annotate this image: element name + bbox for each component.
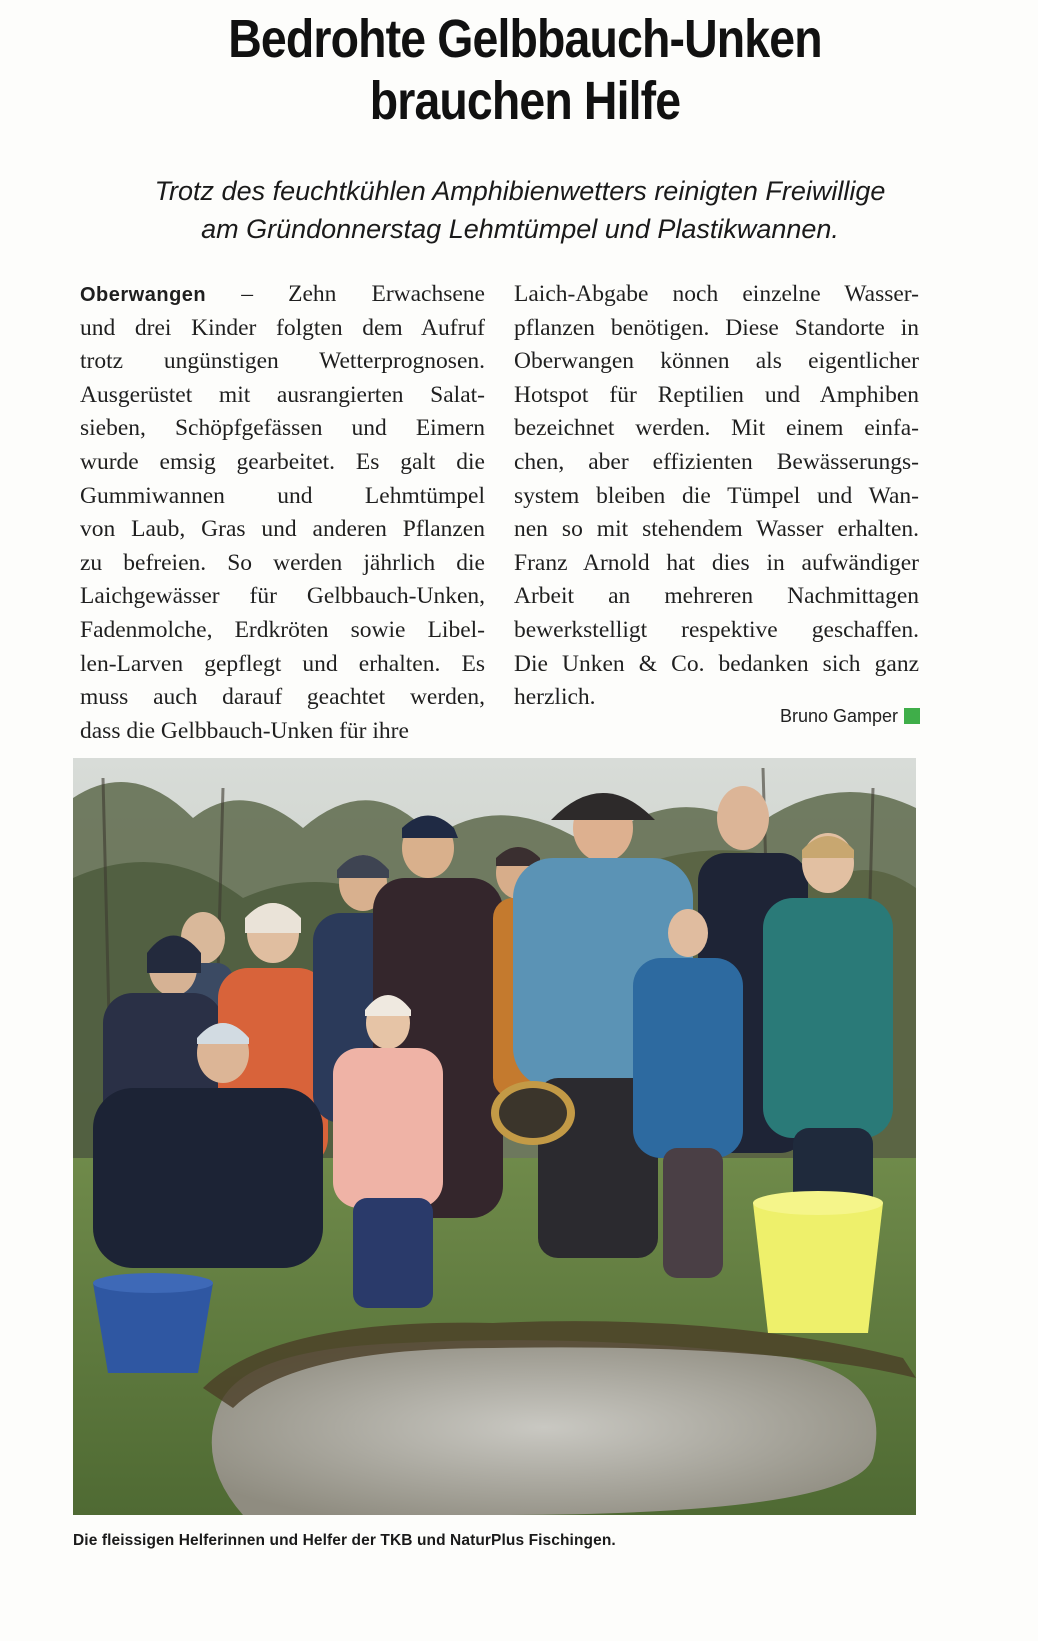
article-right-line: Franz Arnold hat dies in aufwändiger bbox=[514, 549, 919, 576]
author-name: Bruno Gamper bbox=[779, 706, 898, 726]
article-left-line: Gummiwannen und Lehmtümpel bbox=[80, 482, 485, 509]
article-right-line: bewerkstelligt respektive geschaffen. bbox=[514, 616, 919, 643]
article-left-line: wurde emsig gearbeitet. Es galt die bbox=[80, 448, 485, 475]
article-right-line: system bleiben die Tümpel und Wan- bbox=[514, 482, 919, 509]
article-right-line: Die Unken & Co. bedanken sich ganz bbox=[514, 650, 919, 677]
article-left-line: len-Larven gepflegt und erhalten. Es bbox=[80, 650, 485, 677]
group-photo-illustration bbox=[73, 758, 916, 1515]
article-left-line: zu befreien. So werden jährlich die bbox=[80, 549, 485, 576]
author-marker-square bbox=[904, 708, 920, 724]
article-left-line: Ausgerüstet mit ausrangierten Salat- bbox=[80, 381, 485, 408]
article-left-line: von Laub, Gras und anderen Pflanzen bbox=[80, 516, 485, 543]
article-left-line: Fadenmolche, Erdkröten sowie Libel- bbox=[80, 616, 485, 643]
subheadline-line-2: am Gründonnerstag Lehmtümpel und Plastikwannen. bbox=[201, 214, 839, 244]
article-right-line: nen so mit stehendem Wasser erhalten. bbox=[514, 516, 919, 543]
article-right-line: pflanzen benötigen. Diese Standorte in bbox=[514, 314, 919, 341]
article-right-line: Arbeit an mehreren Nachmittagen bbox=[514, 583, 919, 610]
article-right-line: chen, aber effizienten Bewässerungs- bbox=[514, 448, 919, 475]
author-byline bbox=[700, 704, 920, 728]
article-left-line: Laichgewässer für Gelbbauch-Unken, bbox=[80, 583, 485, 610]
article-column-right bbox=[514, 278, 919, 715]
article-column-left bbox=[80, 278, 485, 748]
article-dateline-place: Oberwangen bbox=[80, 284, 207, 306]
subheadline bbox=[70, 172, 970, 248]
group-photo bbox=[73, 758, 916, 1515]
headline-line-1: Bedrohte Gelbbauch-Unken bbox=[228, 9, 822, 69]
photo-caption: Die fleissigen Helferinnen und Helfer der TKB und NaturPlus Fischingen. bbox=[73, 1532, 616, 1549]
subheadline-line-1: Trotz des feuchtkühlen Amphibienwetters reinigten Freiwillige bbox=[154, 176, 886, 206]
article-right-line: Oberwangen können als eigentlicher bbox=[514, 348, 919, 375]
article-left-line: trotz ungünstigen Wetterprognosen. bbox=[80, 348, 485, 375]
article-left-line: dass die Gelbbauch-Unken für ihre bbox=[80, 717, 409, 744]
article-left-line: muss auch darauf geachtet werden, bbox=[80, 684, 485, 711]
article-right-line: herzlich. bbox=[514, 684, 596, 711]
article-left-line bbox=[80, 278, 485, 312]
headline-line-2: brauchen Hilfe bbox=[369, 71, 681, 131]
article-right-line: Hotspot für Reptilien und Amphiben bbox=[514, 381, 919, 408]
article-right-line: Laich-Abgabe noch einzelne Wasser- bbox=[514, 281, 919, 307]
article-left-line: und drei Kinder folgten dem Aufruf bbox=[80, 314, 485, 341]
article-right-line: bezeichnet werden. Mit einem einfa- bbox=[514, 415, 919, 442]
headline bbox=[125, 8, 925, 132]
article-left-line: sieben, Schöpfgefässen und Eimern bbox=[80, 415, 485, 442]
article-first-line-text: – Zehn Erwachsene bbox=[206, 281, 485, 307]
